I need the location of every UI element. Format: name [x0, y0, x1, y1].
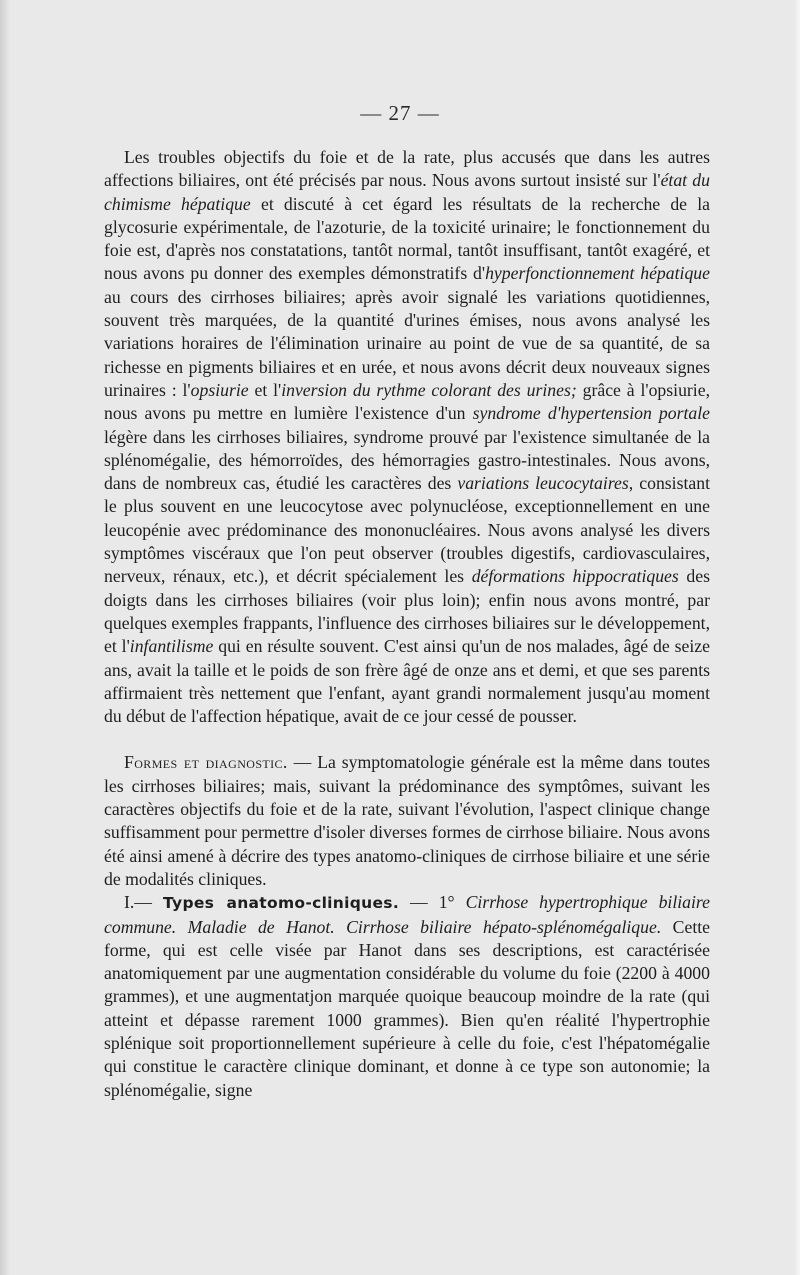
italic-term: Cirrhose hypertrophique biliaire commune. Maladie de Hanot. Cirrhose biliaire hépato-splénomégalique. — [104, 892, 710, 937]
text-run: , consistant le plus souvent en une leucocytose avec polynucléose, exceptionnellement en une leucopénie avec prédominance des mononucléaires. Nous avons analysé les divers symptômes viscéraux que l'on peut observer (troubles digestifs, cardiovasculaires, nerveux, rénaux, etc.), et décrit spécialement les — [104, 473, 710, 587]
italic-term: syndrome d'hypertension portale — [472, 403, 710, 424]
body-text — [104, 146, 710, 1102]
italic-term: hyperfonctionnement hépatique — [485, 263, 710, 284]
text-run: qui en résulte souvent. C'est ainsi qu'un de nos malades, âgé de seize ans, avait la taille et le poids de son frère âgé de onze ans et demi, et que ses parents affirmaient très nettement que l'enfant, ayant grandi normalement jusqu'au moment du début de l'affection hépatique, avait de ce jour cessé de pousser. — [104, 636, 710, 727]
italic-term: état du chimisme hépatique — [104, 170, 710, 214]
text-run: légère dans les cirrhoses biliaires, syndrome prouvé par l'existence simultanée de la splénomégalie, des hémorroïdes, des hémorragies gastro-intestinales. Nous avons, dans de nombreux cas, étudié les caractères des — [104, 426, 710, 494]
paragraph-findings — [104, 146, 710, 728]
italic-term: variations leucocytaires — [457, 473, 629, 494]
page-edge-right — [794, 0, 800, 1275]
section-numeral: I.— — [124, 892, 163, 913]
text-run: Cette forme, qui est celle visée par Hanot dans ses descriptions, est caractérisée anatomiquement par une augmentation considérable du volume du foie (2200 à 4000 grammes), et une augmentatjon marquée quoique beaucoup moindre de la rate (qui atteint et dépasse rarement 1000 grammes). Bien qu'en réalité l'hypertrophie splénique soit proportionnellement supérieure à celle du foie, c'est l'hépatomégalie qui constitue le caractère clinique dominant, et donne à ce type son autonomie; la splénomégalie, signe — [104, 916, 711, 1100]
text-run: et discuté à cet égard les résultats de la recherche de la glycosurie expérimentale, de l'azoturie, de la toxicité urinaire; le fonctionnement du foie est, d'après nos constatations, tantôt normal, tantôt insuffisant, tantôt exagéré, et nous avons pu donner des exemples démonstratifs d' — [104, 193, 710, 284]
text-run: des doigts dans les cirrhoses biliaires (voir plus loin); enfin nous avons montré, par quelques exemples frappants, l'influence des cirrhoses biliaires sur le développement, et l' — [104, 566, 711, 657]
subsection-heading: Types anatomo-cliniques. — [163, 894, 400, 913]
text-run: — 1° — [399, 892, 466, 913]
page-shadow-left — [0, 0, 10, 1275]
text-run: au cours des cirrhoses biliaires; après avoir signalé les variations quotidiennes, souvent très marquées, de la quantité d'urines émises, nous avons analysé les variations horaires de l'élimination urinaire au point de vue de sa quantité, de sa richesse en pigments biliaires et en urée, et nous avons décrit deux nouveaux signes urinaires : l' — [104, 286, 710, 400]
text-run: grâce à l'opsiurie, nous avons pu mettre en lumière l'existence d'un — [104, 379, 710, 424]
section-heading: Formes et diagnostic. — [124, 752, 288, 773]
paragraph-anatomo-clinical-types — [104, 891, 710, 1102]
text-run: et l' — [248, 379, 282, 400]
page-number: — 27 — — [360, 101, 440, 125]
text-run: Les troubles objectifs du foie et de la rate, plus accusés que dans les autres affections biliaires, ont été précisés par nous. Nous avons surtout insisté sur l' — [104, 147, 710, 191]
italic-term: inversion du rythme colorant des urines; — [281, 379, 577, 400]
paragraph-forms-diagnostic — [104, 751, 710, 891]
italic-term: opsiurie — [190, 379, 249, 400]
italic-term: infantilisme — [129, 636, 214, 657]
italic-term: déformations hippocratiques — [471, 566, 679, 587]
text-run: — La symptomatologie générale est la même dans toutes les cirrhoses biliaires; mais, suivant la prédominance des symptômes, suivant les caractères objectifs du foie et de la rate, suivant l'évolution, l'aspect clinique change suffisamment pour permettre d'isoler diverses formes de cirrhose biliaire. Nous avons été ainsi amené à décrire des types anatomo-cliniques de cirrhose biliaire et une série de modalités cliniques. — [104, 752, 710, 889]
